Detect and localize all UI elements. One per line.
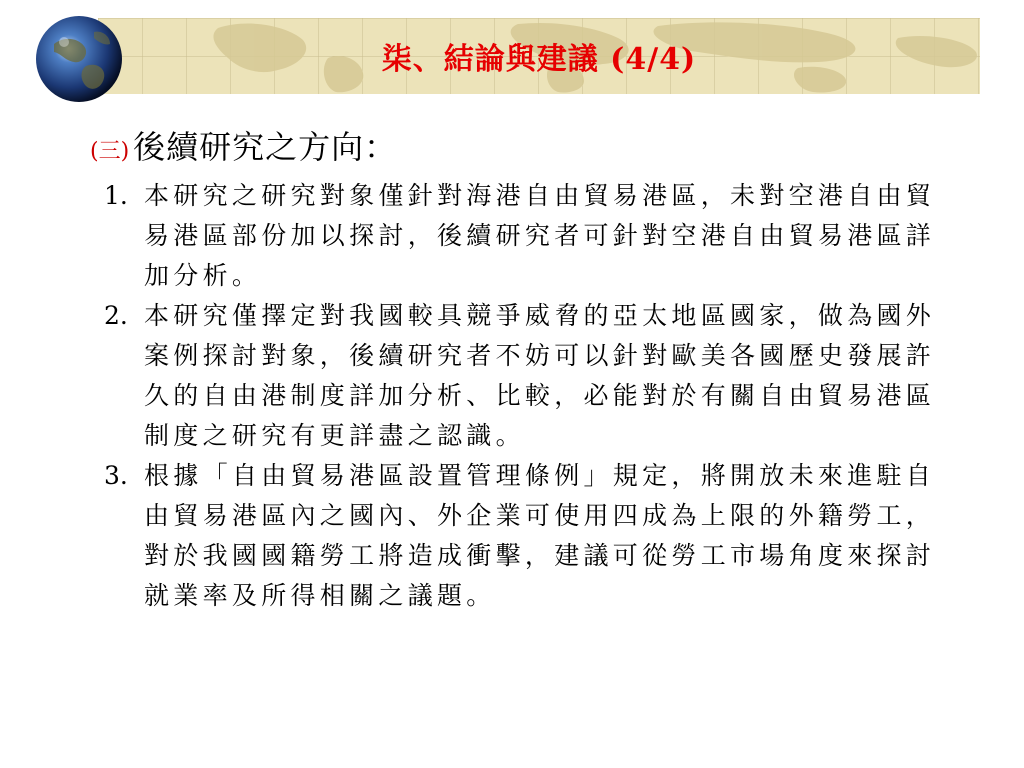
list-item-text: 本研究之研究對象僅針對海港自由貿易港區，未對空港自由貿易港區部份加以探討，後續研究者可針對空港自由貿易港區詳加分析。 xyxy=(144,181,936,290)
slide-body xyxy=(90,122,970,616)
list-item-text: 根據「自由貿易港區設置管理條例」規定，將開放未來進駐自由貿易港區內之國內、外企業可使用四成為上限的外籍勞工，對於我國國籍勞工將造成衝擊，建議可從勞工市場角度來探討就業率及所得相關之議題。 xyxy=(144,461,936,610)
section-heading-text: 後續研究之方向： xyxy=(133,128,398,166)
list-item xyxy=(104,176,970,296)
list-item-text: 本研究僅擇定對我國較具競爭威脅的亞太地區國家，做為國外案例探討對象，後續研究者不妨可以針對歐美各國歷史發展許久的自由港制度詳加分析、比較，必能對於有關自由貿易港區制度之研究有更詳盡之認識。 xyxy=(144,301,936,450)
list-item xyxy=(104,296,970,456)
section-marker: (三) xyxy=(90,139,130,164)
slide-title: 柒、結論與建議 (4/4) xyxy=(381,42,697,77)
list-item-number: 2. xyxy=(104,301,128,330)
list-item-number: 1. xyxy=(104,181,128,210)
section-heading xyxy=(90,122,970,168)
list-item-number: 3. xyxy=(104,461,128,490)
list-item xyxy=(104,456,970,616)
